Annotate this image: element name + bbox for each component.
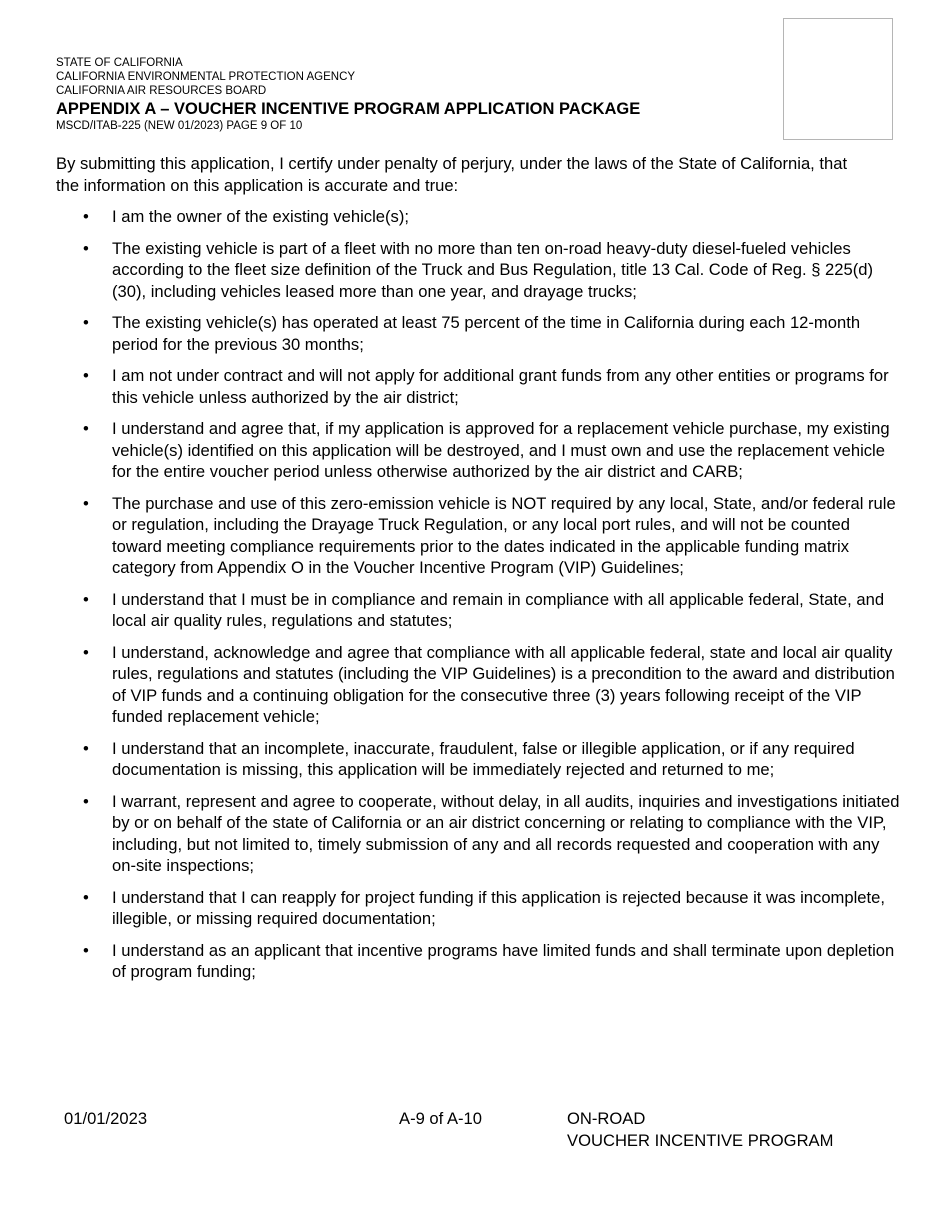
- certification-text: I warrant, represent and agree to cooperate, without delay, in all audits, inquiries and investigations initiated by or on behalf of the state of California or an air district concerning or relating to compliance with the VIP, including, but not limited to, timely submission of any and all records requested and cooperation with any on-site inspections;: [112, 791, 900, 875]
- bullet-icon: •: [83, 207, 89, 226]
- certification-item: [83, 642, 902, 728]
- certification-text: I understand, acknowledge and agree that compliance with all applicable federal, state and local air quality rules, regulations and statutes (including the VIP Guidelines) is a precondition to the award and distribution of VIP funds and a continuing obligation for the consecutive three (3) years following receipt of the VIP funded replacement vehicle;: [112, 642, 895, 726]
- form-id: MSCD/ITAB-225 (NEW 01/2023) PAGE 9 OF 10: [56, 120, 303, 132]
- certification-intro: By submitting this application, I certify under penalty of perjury, under the laws of the State of California, that the information on this application is accurate and true:: [56, 154, 848, 195]
- certification-item: [83, 365, 902, 408]
- certification-text: The purchase and use of this zero-emission vehicle is NOT required by any local, State, and/or federal rule or regulation, including the Drayage Truck Regulation, or any local port rules, and will not be counted toward meeting compliance requirements prior to the dates indicated in the applicable funding matrix category from Appendix O in the Voucher Incentive Program (VIP) Guidelines;: [112, 493, 896, 577]
- certification-item: [83, 206, 902, 228]
- certification-item: [83, 312, 902, 355]
- certification-text: I understand as an applicant that incentive programs have limited funds and shall terminate upon depletion of program funding;: [112, 940, 895, 981]
- document-header: [56, 56, 776, 133]
- bullet-icon: •: [83, 419, 89, 438]
- bullet-icon: •: [83, 493, 89, 513]
- header-state: STATE OF CALIFORNIA: [56, 57, 183, 69]
- certification-item: [83, 940, 902, 983]
- stamp-box: [783, 18, 893, 140]
- certification-item: [83, 887, 902, 930]
- certification-text: I understand that I must be in compliance and remain in compliance with all applicable federal, State, and local air quality rules, regulations and statutes;: [112, 589, 885, 630]
- footer-program-line2: VOUCHER INCENTIVE PROGRAM: [567, 1130, 834, 1150]
- certification-item: [83, 493, 902, 579]
- certification-text: The existing vehicle is part of a fleet with no more than ten on-road heavy-duty diesel-fueled vehicles according to the fleet size definition of the Truck and Bus Regulation, title 13 Cal. Code of Reg. § 225(d)(30), including vehicles leased more than one year, and drayage trucks;: [112, 238, 873, 301]
- bullet-icon: •: [83, 791, 89, 811]
- certification-item: [83, 418, 902, 483]
- certification-text: I am not under contract and will not apply for additional grant funds from any other entities or programs for this vehicle unless authorized by the air district;: [112, 366, 889, 407]
- bullet-icon: •: [83, 940, 89, 960]
- certification-item: [83, 791, 902, 877]
- certification-item: [83, 589, 902, 632]
- certification-text: I understand and agree that, if my application is approved for a replacement vehicle purchase, my existing vehicle(s) identified on this application will be destroyed, and I must own and use the replacement vehicle for the entire voucher period unless otherwise authorized by the air district and CARB;: [112, 419, 890, 481]
- certification-item: [83, 738, 902, 781]
- bullet-icon: •: [83, 313, 89, 332]
- header-board: CALIFORNIA AIR RESOURCES BOARD: [56, 85, 267, 97]
- bullet-icon: •: [83, 589, 89, 609]
- certification-text: I understand that I can reapply for project funding if this application is rejected because it was incomplete, illegible, or missing required documentation;: [112, 887, 885, 928]
- bullet-icon: •: [83, 642, 89, 662]
- bullet-icon: •: [83, 887, 89, 907]
- footer-date: 01/01/2023: [64, 1109, 148, 1128]
- certification-text: I am the owner of the existing vehicle(s);: [112, 207, 409, 226]
- bullet-icon: •: [83, 238, 89, 258]
- bullet-icon: •: [83, 366, 89, 385]
- certification-item: [83, 238, 902, 303]
- document-title: APPENDIX A – VOUCHER INCENTIVE PROGRAM APPLICATION PACKAGE: [56, 100, 641, 118]
- bullet-icon: •: [83, 738, 89, 758]
- certification-text: I understand that an incomplete, inaccurate, fraudulent, false or illegible application, or if any required documentation is missing, this application will be immediately rejected and returned to me;: [112, 738, 855, 779]
- header-agency: CALIFORNIA ENVIRONMENTAL PROTECTION AGENCY: [56, 71, 356, 83]
- footer-page-number: A-9 of A-10: [399, 1109, 483, 1128]
- certification-text: The existing vehicle(s) has operated at least 75 percent of the time in California during each 12-month period for the previous 30 months;: [112, 313, 861, 354]
- footer-program: [567, 1108, 833, 1151]
- certification-list: [83, 206, 902, 993]
- footer-program-line1: ON-ROAD: [567, 1109, 646, 1128]
